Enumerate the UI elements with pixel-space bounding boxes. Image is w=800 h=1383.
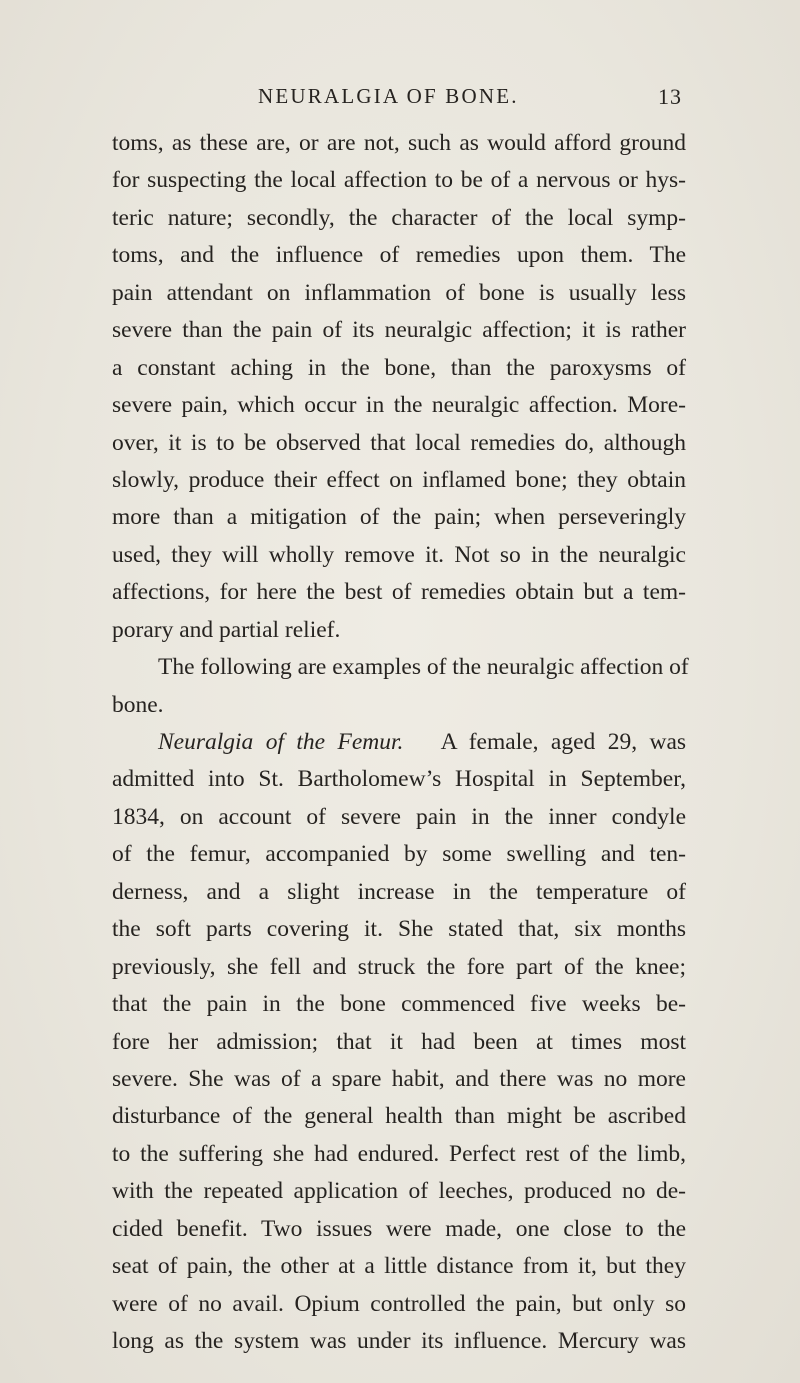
text-line: toms, and the influence of remedies upon them. The	[112, 242, 686, 269]
text-line: that the pain in the bone commenced five weeks be-	[112, 991, 686, 1018]
case-heading: Neuralgia of the Femur.	[158, 729, 404, 755]
text-line: of the femur, accompanied by some swelling and ten-	[112, 841, 686, 868]
text-line: previously, she fell and struck the fore part of the knee;	[112, 953, 686, 980]
text-line: disturbance of the general health than might be ascribed	[112, 1103, 686, 1130]
text-line: A female, aged 29, was	[440, 729, 687, 755]
text-line: affections, for here the best of remedies obtain but a tem-	[112, 579, 686, 606]
text-line: cided benefit. Two issues were made, one close to the	[112, 1215, 686, 1242]
page-number: 13	[658, 84, 682, 109]
text-line: toms, as these are, or are not, such as would afford ground	[112, 130, 686, 156]
text-line: 1834, on account of severe pain in the inner condyle	[112, 803, 686, 830]
text-line: severe pain, which occur in the neuralgic affection. More-	[112, 392, 686, 419]
text-line: bone.	[112, 691, 164, 718]
text-line: more than a mitigation of the pain; when perseveringly	[112, 504, 686, 531]
running-title: NEURALGIA OF BONE.	[258, 84, 519, 108]
text-line: slowly, produce their effect on inflamed bone; they obtain	[112, 466, 686, 493]
text-line: over, it is to be observed that local remedies do, although	[112, 429, 686, 456]
text-line: used, they will wholly remove it. Not so in the neuralgic	[112, 541, 686, 568]
text-line: the soft parts covering it. She stated that, six months	[112, 916, 686, 943]
text-line: severe than the pain of its neuralgic affection; it is rather	[112, 317, 686, 344]
text-line: a constant aching in the bone, than the paroxysms of	[112, 354, 686, 381]
text-line: fore her admission; that it had been at times most	[112, 1028, 686, 1055]
text-line: were of no avail. Opium controlled the pain, but only so	[112, 1290, 686, 1317]
text-line: admitted into St. Bartholomew’s Hospital in September,	[112, 766, 686, 793]
text-line: seat of pain, the other at a little distance from it, but they	[112, 1253, 686, 1280]
text-line: pain attendant on inflammation of bone is usually less	[112, 279, 686, 306]
text-line: long as the system was under its influence. Mercury was	[112, 1328, 686, 1354]
case-heading-line	[112, 724, 686, 761]
text-line: derness, and a slight increase in the temperature of	[112, 878, 686, 905]
text-line: for suspecting the local affection to be of a nervous or hys-	[112, 167, 686, 194]
text-line: teric nature; secondly, the character of the local symp-	[112, 204, 686, 231]
text-line: severe. She was of a spare habit, and there was no more	[112, 1065, 686, 1092]
text-line: porary and partial relief.	[112, 616, 341, 643]
text-line: to the suffering she had endured. Perfect rest of the limb,	[112, 1140, 686, 1167]
running-head	[112, 84, 682, 118]
text-line: The following are examples of the neuralgic affection of	[158, 654, 689, 681]
text-line: with the repeated application of leeches, produced no de-	[112, 1178, 686, 1205]
body-text	[112, 125, 689, 1360]
